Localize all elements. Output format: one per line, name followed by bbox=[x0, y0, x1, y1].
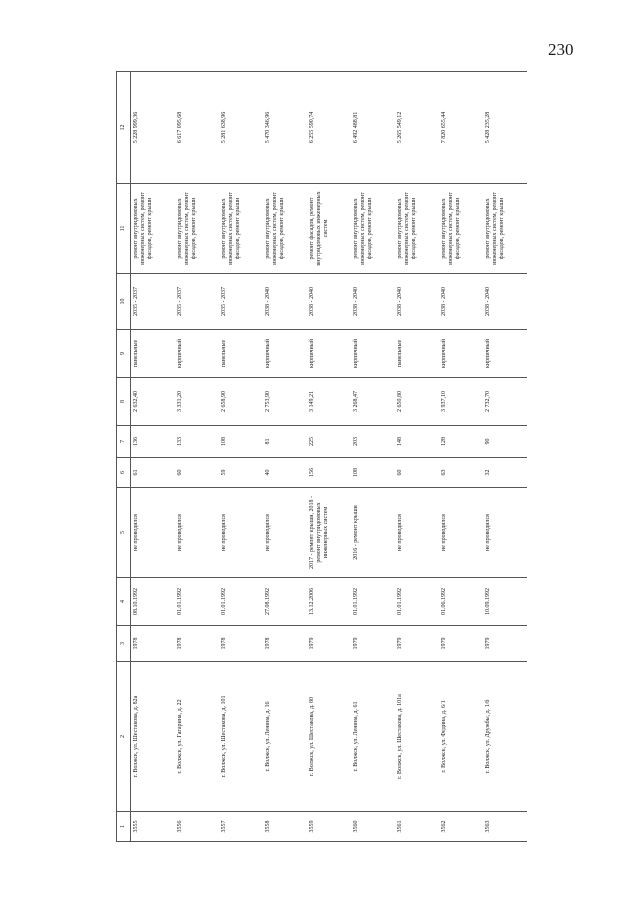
date-cell: 01.06.1992 bbox=[439, 578, 483, 626]
row-number: 3560 bbox=[351, 812, 395, 842]
value-7-cell: 133 bbox=[175, 426, 219, 458]
table-row bbox=[263, 72, 307, 842]
cost-cell: 6 617 095,68 bbox=[175, 72, 219, 184]
value-6-cell: 63 bbox=[439, 458, 483, 488]
column-header-5: 5 bbox=[117, 488, 131, 578]
column-header-8: 8 bbox=[117, 378, 131, 426]
row-number: 3559 bbox=[307, 812, 351, 842]
column-header-6: 6 bbox=[117, 458, 131, 488]
value-7-cell: 128 bbox=[439, 426, 483, 458]
area-cell: 3 268,47 bbox=[351, 378, 395, 426]
address-cell: г. Волжск, ул. Шестакова, д. 80 bbox=[307, 662, 351, 812]
value-6-cell: 40 bbox=[263, 458, 307, 488]
table-row bbox=[483, 72, 527, 842]
year-built-cell: 1979 bbox=[439, 626, 483, 662]
wall-material-cell: панельные bbox=[395, 330, 439, 378]
table-row bbox=[395, 72, 439, 842]
address-cell: г. Волжск, ул. Дружбы, д. 1/б bbox=[483, 662, 527, 812]
area-cell: 2 753,90 bbox=[263, 378, 307, 426]
work-types-cell: ремонт внутридомовых инженерных систем, ремонт фасадов, ремонт крыши bbox=[263, 184, 307, 274]
row-number: 3555 bbox=[131, 812, 175, 842]
work-types-cell: ремонт внутридомовых инженерных систем, ремонт фасадов, ремонт крыши bbox=[131, 184, 175, 274]
cost-cell: 6 492 488,81 bbox=[351, 72, 395, 184]
repairs-cell: не проводился bbox=[439, 488, 483, 578]
cost-cell: 5 228 999,36 bbox=[131, 72, 175, 184]
table-body bbox=[131, 72, 527, 842]
column-header-11: 11 bbox=[117, 184, 131, 274]
column-header-2: 2 bbox=[117, 662, 131, 812]
column-header-10: 10 bbox=[117, 274, 131, 330]
table-row bbox=[351, 72, 395, 842]
wall-material-cell: кирпичный bbox=[263, 330, 307, 378]
wall-material-cell: кирпичный bbox=[351, 330, 395, 378]
wall-material-cell: кирпичный bbox=[483, 330, 527, 378]
repairs-cell: 2016 - ремонт крыши bbox=[351, 488, 395, 578]
date-cell: 08.10.1992 bbox=[131, 578, 175, 626]
address-cell: г. Волжск, ул. Ленина, д. 61 bbox=[351, 662, 395, 812]
period-cell: 2038 - 2040 bbox=[263, 274, 307, 330]
work-types-cell: ремонт внутридомовых инженерных систем, ремонт фасадов, ремонт крыши bbox=[351, 184, 395, 274]
year-built-cell: 1979 bbox=[351, 626, 395, 662]
wall-material-cell: кирпичный bbox=[439, 330, 483, 378]
period-cell: 2038 - 2040 bbox=[351, 274, 395, 330]
repairs-cell: не проводился bbox=[175, 488, 219, 578]
repairs-cell: не проводился bbox=[483, 488, 527, 578]
period-cell: 2035 - 2037 bbox=[131, 274, 175, 330]
period-cell: 2035 - 2037 bbox=[175, 274, 219, 330]
year-built-cell: 1978 bbox=[263, 626, 307, 662]
value-7-cell: 90 bbox=[483, 426, 527, 458]
period-cell: 2038 - 2040 bbox=[307, 274, 351, 330]
cost-cell: 5 470 346,96 bbox=[263, 72, 307, 184]
area-cell: 3 937,10 bbox=[439, 378, 483, 426]
work-types-cell: ремонт внутридомовых инженерных систем, ремонт фасадов, ремонт крыши bbox=[175, 184, 219, 274]
address-cell: г. Волжск, ул. Шестакова, д. 82а bbox=[131, 662, 175, 812]
column-header-7: 7 bbox=[117, 426, 131, 458]
area-cell: 2 632,40 bbox=[131, 378, 175, 426]
cost-cell: 5 281 638,96 bbox=[219, 72, 263, 184]
year-built-cell: 1978 bbox=[175, 626, 219, 662]
table-row bbox=[307, 72, 351, 842]
table-row bbox=[439, 72, 483, 842]
repairs-cell: не проводился bbox=[263, 488, 307, 578]
work-types-cell: ремонт внутридомовых инженерных систем, ремонт фасадов, ремонт крыши bbox=[219, 184, 263, 274]
value-7-cell: 225 bbox=[307, 426, 351, 458]
work-types-cell: ремонт фасадов, ремонт внутридомовых инженерных систем bbox=[307, 184, 351, 274]
cost-cell: 5 428 235,28 bbox=[483, 72, 527, 184]
repairs-cell: не проводился bbox=[219, 488, 263, 578]
repairs-cell: 2017 - ремонт крыши, 2018 - ремонт внутридомовых инженерных систем bbox=[307, 488, 351, 578]
address-cell: г. Волжск, ул. Шестакова, д. 101а bbox=[395, 662, 439, 812]
page-number: 230 bbox=[548, 40, 574, 59]
work-types-cell: ремонт внутридомовых инженерных систем, ремонт фасадов, ремонт крыши bbox=[483, 184, 527, 274]
row-number: 3561 bbox=[395, 812, 439, 842]
repairs-cell: не проводился bbox=[131, 488, 175, 578]
wall-material-cell: кирпичный bbox=[307, 330, 351, 378]
value-6-cell: 156 bbox=[307, 458, 351, 488]
area-cell: 2 658,90 bbox=[219, 378, 263, 426]
year-built-cell: 1979 bbox=[307, 626, 351, 662]
cost-cell: 6 255 590,74 bbox=[307, 72, 351, 184]
date-cell: 13.12.2006 bbox=[307, 578, 351, 626]
value-6-cell: 32 bbox=[483, 458, 527, 488]
year-built-cell: 1979 bbox=[395, 626, 439, 662]
work-types-cell: ремонт внутридомовых инженерных систем, ремонт фасадов, ремонт крыши bbox=[439, 184, 483, 274]
address-cell: г. Волжск, ул. Шестакова, д. 101 bbox=[219, 662, 263, 812]
value-6-cell: 108 bbox=[351, 458, 395, 488]
work-types-cell: ремонт внутридомовых инженерных систем, ремонт фасадов, ремонт крыши bbox=[395, 184, 439, 274]
table-row bbox=[131, 72, 175, 842]
date-cell: 01.01.1992 bbox=[219, 578, 263, 626]
table-row bbox=[219, 72, 263, 842]
column-header-1: 1 bbox=[117, 812, 131, 842]
row-number: 3558 bbox=[263, 812, 307, 842]
register-table bbox=[116, 71, 527, 842]
cost-cell: 7 820 655,44 bbox=[439, 72, 483, 184]
column-header-9: 9 bbox=[117, 330, 131, 378]
wall-material-cell: кирпичный bbox=[175, 330, 219, 378]
row-number: 3562 bbox=[439, 812, 483, 842]
row-number: 3557 bbox=[219, 812, 263, 842]
header-row bbox=[117, 72, 131, 842]
address-cell: г. Волжск, ул. Гагарина, д. 22 bbox=[175, 662, 219, 812]
value-7-cell: 81 bbox=[263, 426, 307, 458]
date-cell: 01.01.1992 bbox=[351, 578, 395, 626]
column-header-12: 12 bbox=[117, 72, 131, 184]
cost-cell: 5 265 549,12 bbox=[395, 72, 439, 184]
area-cell: 3 149,21 bbox=[307, 378, 351, 426]
value-7-cell: 108 bbox=[219, 426, 263, 458]
value-7-cell: 148 bbox=[395, 426, 439, 458]
value-7-cell: 136 bbox=[131, 426, 175, 458]
value-6-cell: 60 bbox=[395, 458, 439, 488]
wall-material-cell: панельные bbox=[219, 330, 263, 378]
year-built-cell: 1978 bbox=[131, 626, 175, 662]
year-built-cell: 1979 bbox=[483, 626, 527, 662]
value-6-cell: 61 bbox=[131, 458, 175, 488]
value-6-cell: 59 bbox=[219, 458, 263, 488]
rotated-table-wrapper bbox=[116, 72, 524, 842]
column-header-4: 4 bbox=[117, 578, 131, 626]
period-cell: 2035 - 2037 bbox=[219, 274, 263, 330]
period-cell: 2038 - 2040 bbox=[439, 274, 483, 330]
repairs-cell: не проводился bbox=[395, 488, 439, 578]
area-cell: 3 331,20 bbox=[175, 378, 219, 426]
column-header-3: 3 bbox=[117, 626, 131, 662]
address-cell: г. Волжск, ул. Ленина, д. 16 bbox=[263, 662, 307, 812]
area-cell: 2 650,80 bbox=[395, 378, 439, 426]
date-cell: 01.01.1992 bbox=[175, 578, 219, 626]
address-cell: г. Волжск, ул. Федина, д. 6/1 bbox=[439, 662, 483, 812]
date-cell: 10.09.1992 bbox=[483, 578, 527, 626]
year-built-cell: 1978 bbox=[219, 626, 263, 662]
value-7-cell: 203 bbox=[351, 426, 395, 458]
date-cell: 27.08.1992 bbox=[263, 578, 307, 626]
area-cell: 2 732,70 bbox=[483, 378, 527, 426]
value-6-cell: 60 bbox=[175, 458, 219, 488]
row-number: 3563 bbox=[483, 812, 527, 842]
period-cell: 2038 - 2040 bbox=[395, 274, 439, 330]
date-cell: 01.01.1992 bbox=[395, 578, 439, 626]
wall-material-cell: панельные bbox=[131, 330, 175, 378]
row-number: 3556 bbox=[175, 812, 219, 842]
period-cell: 2038 - 2040 bbox=[483, 274, 527, 330]
table-row bbox=[175, 72, 219, 842]
